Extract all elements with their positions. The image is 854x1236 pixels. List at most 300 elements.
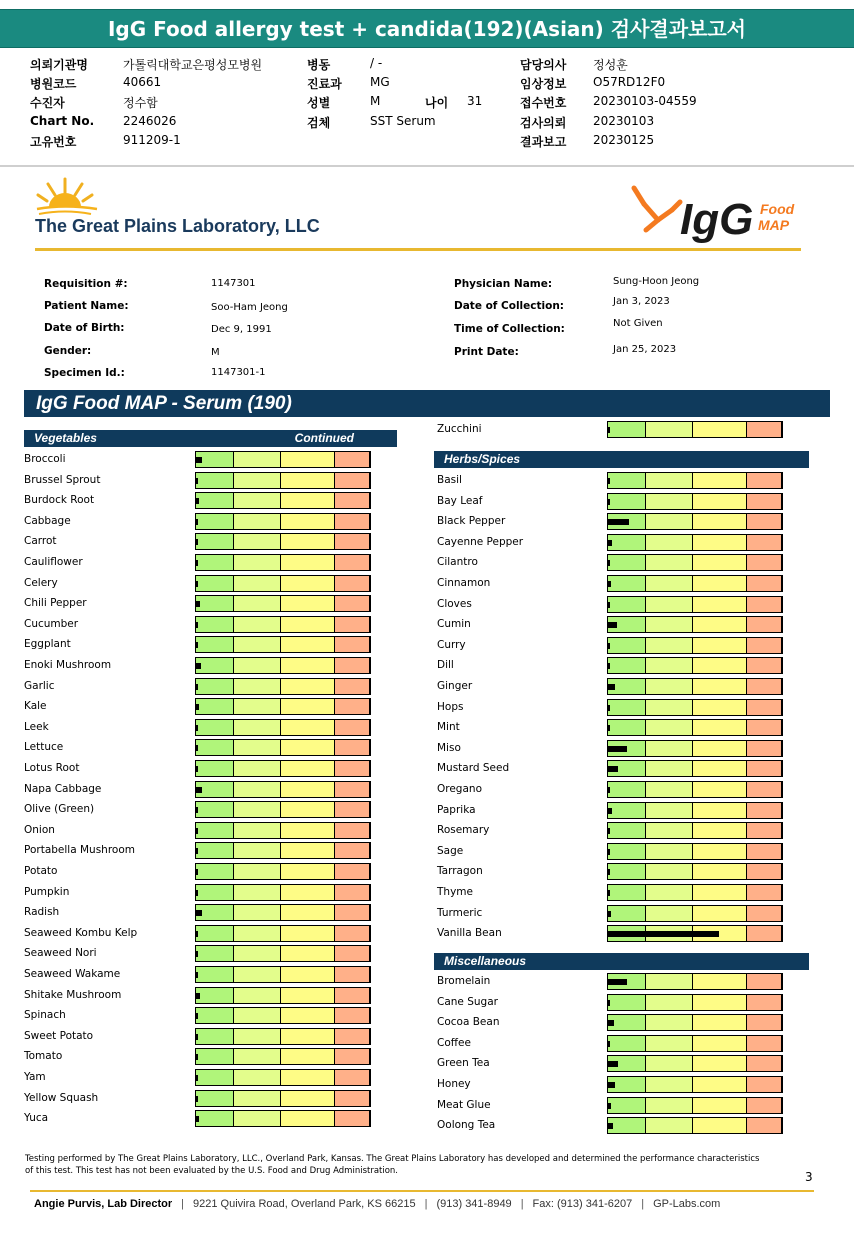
- reactivity-bar: [195, 533, 371, 550]
- food-name: Seaweed Kombu Kelp: [24, 926, 138, 939]
- food-name: Zucchini: [437, 423, 482, 435]
- food-row-curry: [437, 637, 783, 657]
- high-zone: [747, 1077, 782, 1092]
- mild-zone: [646, 885, 693, 900]
- reactivity-bar: [195, 616, 371, 633]
- report-title: IgG Food allergy test + candida(192)(Asian) 검사결과보고서: [0, 9, 854, 48]
- reactivity-bar: [195, 966, 371, 983]
- food-row-honey: [437, 1076, 783, 1096]
- footer-divider: [30, 1190, 814, 1192]
- normal-zone: [196, 885, 234, 900]
- reactivity-bar: [195, 1048, 371, 1065]
- header-divider: [0, 165, 854, 167]
- logo-food-text: Food: [760, 201, 795, 217]
- requisition-label: Requisition #:: [44, 278, 128, 290]
- high-zone: [335, 885, 370, 900]
- level-marker: [196, 1034, 198, 1040]
- mild-zone: [646, 974, 693, 989]
- moderate-zone: [281, 555, 335, 570]
- normal-zone: [196, 988, 234, 1003]
- reactivity-bar: [607, 1055, 783, 1072]
- logo-divider: [35, 248, 801, 251]
- moderate-zone: [693, 597, 747, 612]
- food-name: Yam: [24, 1071, 46, 1083]
- level-marker: [608, 684, 615, 690]
- food-row-olive-green: [24, 801, 371, 821]
- clinical-value: O57RD12F0: [593, 75, 666, 89]
- mild-zone: [234, 452, 281, 467]
- food-name: Cayenne Pepper: [437, 535, 524, 548]
- reactivity-bar: [195, 492, 371, 509]
- moderate-zone: [693, 823, 747, 838]
- moderate-zone: [693, 906, 747, 921]
- moderate-zone: [693, 679, 747, 694]
- moderate-zone: [281, 967, 335, 982]
- moderate-zone: [693, 576, 747, 591]
- specimen-type-label: 검체: [307, 116, 331, 130]
- mild-zone: [646, 597, 693, 612]
- mild-zone: [234, 576, 281, 591]
- high-zone: [335, 1091, 370, 1106]
- recipient-label: 수진자: [30, 96, 65, 110]
- moderate-zone: [693, 885, 747, 900]
- moderate-zone: [281, 493, 335, 508]
- reactivity-bar: [195, 863, 371, 880]
- level-marker: [608, 787, 610, 793]
- normal-zone: [608, 844, 646, 859]
- mild-zone: [234, 596, 281, 611]
- level-marker: [608, 849, 610, 855]
- normal-zone: [608, 1118, 646, 1133]
- moderate-zone: [693, 761, 747, 776]
- food-row-tarragon: [437, 863, 783, 883]
- food-name: Pumpkin: [24, 885, 70, 898]
- mild-zone: [234, 637, 281, 652]
- high-zone: [747, 658, 782, 673]
- level-marker: [608, 499, 610, 505]
- moderate-zone: [281, 699, 335, 714]
- mild-zone: [646, 514, 693, 529]
- level-marker: [608, 560, 610, 566]
- herbs-title: Herbs/Spices: [444, 452, 521, 466]
- moderate-zone: [693, 1077, 747, 1092]
- high-zone: [335, 473, 370, 488]
- food-row-black-pepper: [437, 513, 783, 533]
- moderate-zone: [693, 1098, 747, 1113]
- high-zone: [335, 967, 370, 982]
- high-zone: [747, 638, 782, 653]
- reactivity-bar: [607, 575, 783, 592]
- high-zone: [747, 1098, 782, 1113]
- normal-zone: [608, 720, 646, 735]
- food-row-brussel-sprout: [24, 472, 371, 492]
- level-marker: [196, 704, 199, 710]
- high-zone: [747, 514, 782, 529]
- age-label: 나이: [425, 96, 449, 110]
- vegetables-header: [24, 430, 397, 447]
- moderate-zone: [281, 473, 335, 488]
- moderate-zone: [281, 926, 335, 941]
- reactivity-bar: [607, 421, 783, 438]
- food-name: Portabella Mushroom: [24, 844, 135, 857]
- level-marker: [196, 498, 199, 504]
- food-row-bay-leaf: [437, 493, 783, 513]
- food-row-seaweed-kombu-kelp: [24, 925, 371, 945]
- hospital-label: 의뢰기관명: [30, 58, 88, 72]
- mild-zone: [646, 864, 693, 879]
- mild-zone: [234, 493, 281, 508]
- food-name: Cocoa Bean: [437, 1016, 500, 1029]
- food-name: Oolong Tea: [437, 1119, 496, 1132]
- sex-label: 성별: [307, 96, 331, 110]
- moderate-zone: [693, 535, 747, 550]
- food-row-vanilla-bean: [437, 925, 783, 945]
- reactivity-bar: [195, 472, 371, 489]
- mild-zone: [646, 617, 693, 632]
- high-zone: [747, 535, 782, 550]
- food-row-oolong-tea: [437, 1117, 783, 1137]
- result-date-label: 결과보고: [520, 135, 567, 149]
- food-row-cayenne-pepper: [437, 534, 783, 554]
- moderate-zone: [281, 1029, 335, 1044]
- level-marker: [608, 519, 629, 525]
- misc-header: [434, 953, 809, 970]
- high-zone: [335, 926, 370, 941]
- normal-zone: [608, 803, 646, 818]
- disclaimer: Testing performed by The Great Plains Laboratory, LLC., Overland Park, Kansas. The Great Plains Laboratory has developed and determined the performance characteristics of this test. This test has not been evaluated by the U.S. Food and Drug Administration.: [25, 1154, 760, 1176]
- mild-zone: [646, 995, 693, 1010]
- food-row-cocoa-bean: [437, 1014, 783, 1034]
- moderate-zone: [693, 555, 747, 570]
- reactivity-bar: [195, 636, 371, 653]
- food-row-meat-glue: [437, 1097, 783, 1117]
- result-date-value: 20230125: [593, 133, 655, 147]
- normal-zone: [196, 473, 234, 488]
- reactivity-bar: [607, 472, 783, 489]
- food-name: Lettuce: [24, 741, 64, 754]
- reactivity-bar: [607, 554, 783, 571]
- high-zone: [335, 761, 370, 776]
- level-marker: [608, 890, 610, 896]
- reactivity-bar: [195, 781, 371, 798]
- food-name: Broccoli: [24, 453, 66, 465]
- level-marker: [196, 890, 198, 896]
- level-marker: [608, 1061, 618, 1067]
- collection-time-value: Not Given: [613, 318, 663, 329]
- collection-time-label: Time of Collection:: [454, 323, 565, 335]
- reactivity-bar: [195, 554, 371, 571]
- reactivity-bar: [607, 678, 783, 695]
- high-zone: [747, 1036, 782, 1051]
- food-name: Cabbage: [24, 514, 71, 527]
- reactivity-bar: [607, 973, 783, 990]
- normal-zone: [196, 967, 234, 982]
- level-marker: [608, 911, 611, 917]
- moderate-zone: [693, 638, 747, 653]
- food-row-cilantro: [437, 554, 783, 574]
- level-marker: [196, 601, 200, 607]
- food-name: Cane Sugar: [437, 995, 498, 1008]
- normal-zone: [608, 823, 646, 838]
- moderate-zone: [693, 844, 747, 859]
- mild-zone: [234, 802, 281, 817]
- normal-zone: [608, 700, 646, 715]
- food-name: Kale: [24, 700, 47, 713]
- level-marker: [196, 539, 198, 545]
- high-zone: [747, 885, 782, 900]
- footer: [34, 1198, 720, 1210]
- normal-zone: [196, 1091, 234, 1106]
- food-row-cloves: [437, 596, 783, 616]
- level-marker: [608, 663, 610, 669]
- normal-zone: [608, 864, 646, 879]
- normal-zone: [196, 926, 234, 941]
- high-zone: [747, 844, 782, 859]
- food-row-miso: [437, 740, 783, 760]
- normal-zone: [608, 885, 646, 900]
- receipt-label: 접수번호: [520, 96, 567, 110]
- mild-zone: [646, 906, 693, 921]
- mild-zone: [646, 658, 693, 673]
- level-marker: [608, 622, 617, 628]
- food-row-seaweed-wakame: [24, 966, 371, 986]
- level-marker: [196, 972, 198, 978]
- food-name: Black Pepper: [437, 515, 506, 528]
- mild-zone: [646, 782, 693, 797]
- food-name: Thyme: [437, 886, 473, 898]
- moderate-zone: [281, 596, 335, 611]
- mild-zone: [646, 638, 693, 653]
- moderate-zone: [693, 1036, 747, 1051]
- moderate-zone: [281, 514, 335, 529]
- food-name: Brussel Sprout: [24, 473, 101, 486]
- food-row-mint: [437, 719, 783, 739]
- high-zone: [335, 946, 370, 961]
- high-zone: [747, 597, 782, 612]
- food-name: Paprika: [437, 803, 476, 816]
- print-date-label: Print Date:: [454, 346, 519, 358]
- normal-zone: [608, 782, 646, 797]
- mild-zone: [234, 514, 281, 529]
- map-title: IgG Food MAP - Serum (190): [24, 390, 830, 417]
- normal-zone: [196, 1049, 234, 1064]
- level-marker: [608, 1103, 611, 1109]
- level-marker: [608, 540, 612, 546]
- level-marker: [196, 1075, 198, 1081]
- food-name: Cilantro: [437, 556, 478, 569]
- moderate-zone: [693, 974, 747, 989]
- mild-zone: [234, 1008, 281, 1023]
- food-name: Tomato: [24, 1050, 63, 1063]
- sex-value: M: [370, 94, 381, 108]
- normal-zone: [196, 1008, 234, 1023]
- moderate-zone: [281, 1070, 335, 1085]
- high-zone: [335, 555, 370, 570]
- reactivity-bar: [195, 842, 371, 859]
- reactivity-bar: [195, 1110, 371, 1127]
- normal-zone: [196, 1029, 234, 1044]
- reactivity-bar: [195, 1069, 371, 1086]
- high-zone: [747, 1015, 782, 1030]
- mild-zone: [646, 761, 693, 776]
- level-marker: [608, 1000, 610, 1006]
- moderate-zone: [281, 946, 335, 961]
- dept-label: 진료과: [307, 77, 342, 91]
- continued-label: Continued: [294, 431, 354, 445]
- mild-zone: [234, 967, 281, 982]
- normal-zone: [196, 802, 234, 817]
- hospital-code-value: 40661: [123, 75, 162, 89]
- food-name: Cinnamon: [437, 577, 491, 589]
- mild-zone: [646, 494, 693, 509]
- moderate-zone: [281, 823, 335, 838]
- food-row-basil: [437, 472, 783, 492]
- high-zone: [747, 803, 782, 818]
- moderate-zone: [693, 864, 747, 879]
- normal-zone: [608, 597, 646, 612]
- high-zone: [747, 995, 782, 1010]
- reactivity-bar: [607, 616, 783, 633]
- moderate-zone: [281, 905, 335, 920]
- header-row-2: [0, 75, 854, 94]
- level-marker: [608, 1123, 613, 1129]
- food-row-ginger: [437, 678, 783, 698]
- reactivity-bar: [195, 451, 371, 468]
- level-marker: [196, 725, 198, 731]
- food-row-cinnamon: [437, 575, 783, 595]
- moderate-zone: [281, 576, 335, 591]
- food-name: Yuca: [24, 1112, 49, 1125]
- food-name: Potato: [24, 865, 58, 877]
- mild-zone: [234, 1111, 281, 1126]
- mild-zone: [646, 1098, 693, 1113]
- mild-zone: [234, 740, 281, 755]
- moderate-zone: [281, 761, 335, 776]
- reactivity-bar: [195, 1090, 371, 1107]
- mild-zone: [646, 535, 693, 550]
- normal-zone: [196, 720, 234, 735]
- normal-zone: [608, 906, 646, 921]
- high-zone: [335, 596, 370, 611]
- reactivity-bar: [607, 493, 783, 510]
- food-row-lettuce: [24, 739, 371, 759]
- reactivity-bar: [607, 781, 783, 798]
- high-zone: [335, 617, 370, 632]
- food-name: Curry: [437, 638, 466, 651]
- moderate-zone: [281, 1091, 335, 1106]
- food-row-spinach: [24, 1007, 371, 1027]
- normal-zone: [196, 637, 234, 652]
- requisition-value: 1147301: [211, 278, 256, 289]
- normal-zone: [196, 679, 234, 694]
- reactivity-bar: [607, 1076, 783, 1093]
- mild-zone: [234, 658, 281, 673]
- food-name: Shitake Mushroom: [24, 988, 122, 1001]
- high-zone: [335, 637, 370, 652]
- mild-zone: [234, 617, 281, 632]
- normal-zone: [196, 761, 234, 776]
- recipient-value: 정수함: [123, 96, 158, 110]
- reactivity-bar: [195, 904, 371, 921]
- high-zone: [335, 905, 370, 920]
- high-zone: [335, 1070, 370, 1085]
- food-name: Chili Pepper: [24, 597, 87, 610]
- moderate-zone: [693, 782, 747, 797]
- high-zone: [747, 1118, 782, 1133]
- level-marker: [608, 427, 610, 433]
- reactivity-bar: [607, 1035, 783, 1052]
- mild-zone: [646, 844, 693, 859]
- dept-value: MG: [370, 75, 390, 89]
- mild-zone: [646, 1077, 693, 1092]
- reactivity-bar: [195, 822, 371, 839]
- high-zone: [335, 452, 370, 467]
- level-marker: [196, 807, 198, 813]
- chart-value: 2246026: [123, 114, 177, 128]
- level-marker: [608, 808, 612, 814]
- mild-zone: [646, 1015, 693, 1030]
- mild-zone: [234, 720, 281, 735]
- normal-zone: [608, 494, 646, 509]
- age-value: 31: [467, 94, 483, 108]
- physician-label: Physician Name:: [454, 278, 553, 290]
- food-name: Meat Glue: [437, 1098, 491, 1111]
- physician-value: Sung-Hoon Jeong: [613, 276, 700, 287]
- collection-date-label: Date of Collection:: [454, 300, 565, 312]
- normal-zone: [608, 555, 646, 570]
- food-name: Spinach: [24, 1009, 66, 1022]
- high-zone: [747, 761, 782, 776]
- antibody-icon: [634, 188, 680, 230]
- mild-zone: [234, 473, 281, 488]
- clinical-label: 임상정보: [520, 77, 567, 91]
- level-marker: [196, 684, 198, 690]
- hospital-code-label: 병원코드: [30, 77, 77, 91]
- level-marker: [196, 478, 198, 484]
- level-marker: [608, 705, 610, 711]
- herbs-header: [434, 451, 809, 468]
- food-name: Cloves: [437, 597, 472, 610]
- mild-zone: [234, 782, 281, 797]
- food-row-shitake-mushroom: [24, 987, 371, 1007]
- food-name: Ginger: [437, 680, 473, 692]
- level-marker: [608, 828, 610, 834]
- reactivity-bar: [195, 1028, 371, 1045]
- reactivity-bar: [607, 596, 783, 613]
- food-name: Yellow Squash: [24, 1091, 99, 1104]
- header-row-3: [0, 94, 854, 113]
- reactivity-bar: [607, 863, 783, 880]
- print-date-value: Jan 25, 2023: [613, 344, 677, 355]
- specimen-id-value: 1147301-1: [211, 367, 266, 378]
- food-name: Bay Leaf: [437, 494, 483, 507]
- moderate-zone: [281, 782, 335, 797]
- high-zone: [335, 679, 370, 694]
- moderate-zone: [693, 494, 747, 509]
- level-marker: [196, 1116, 199, 1122]
- mild-zone: [234, 926, 281, 941]
- normal-zone: [196, 576, 234, 591]
- mild-zone: [234, 679, 281, 694]
- request-date-label: 검사의뢰: [520, 116, 567, 130]
- normal-zone: [196, 1111, 234, 1126]
- mild-zone: [646, 1056, 693, 1071]
- level-marker: [196, 457, 202, 463]
- high-zone: [747, 555, 782, 570]
- food-row-seaweed-nori: [24, 945, 371, 965]
- moderate-zone: [693, 1056, 747, 1071]
- food-row-onion: [24, 822, 371, 842]
